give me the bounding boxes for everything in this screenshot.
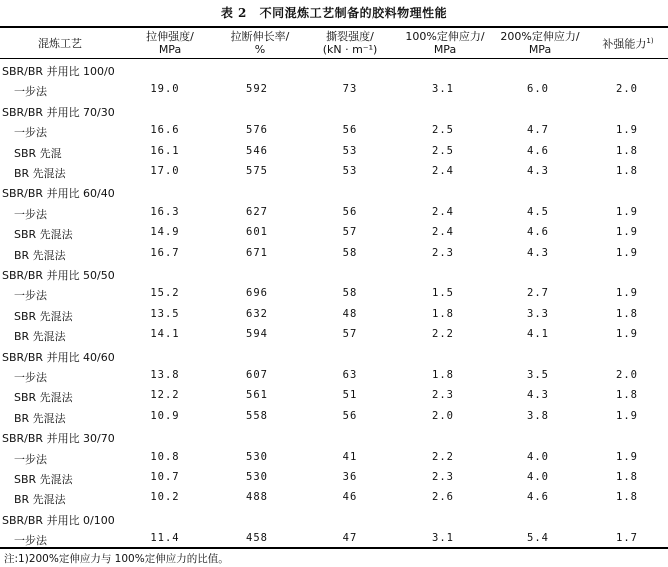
table-cell: 16.7	[150, 246, 180, 259]
table-cell: 592	[246, 83, 268, 96]
header-elongation-line2: %	[254, 43, 266, 56]
table-cell: 1.9	[616, 124, 638, 137]
table-cell: 17.0	[150, 165, 180, 177]
table-cell: 671	[246, 246, 268, 259]
table-cell: 2.4	[432, 205, 454, 218]
table-cell: 4.6	[527, 144, 549, 157]
table-cell: 1.7	[616, 532, 638, 545]
table-cell: 2.4	[432, 226, 454, 239]
process-label: SBR 先混法	[14, 391, 73, 405]
table-row	[0, 305, 668, 325]
header-reinforce	[590, 30, 666, 56]
table-cell: 696	[246, 287, 268, 300]
table-row	[0, 121, 668, 141]
table-row	[0, 386, 668, 406]
header-m200	[490, 30, 590, 56]
group-row	[0, 509, 668, 529]
table-row	[0, 223, 668, 243]
group-label: SBR/BR 并用比 40/60	[2, 350, 115, 364]
table-row	[0, 244, 668, 264]
table-cell: 53	[342, 144, 358, 157]
group-label: SBR/BR 并用比 50/50	[2, 269, 115, 282]
process-label: BR 先混法	[14, 167, 66, 180]
header-tear	[305, 30, 395, 56]
header-elongation	[215, 30, 305, 56]
group-row	[0, 346, 668, 366]
table-cell: 1.9	[616, 205, 638, 218]
process-label: BR 先混法	[14, 411, 66, 425]
table-cell: 4.6	[527, 226, 549, 239]
table-cell: 1.9	[616, 450, 638, 463]
table-caption	[0, 4, 668, 21]
table-cell: 2.0	[616, 83, 638, 96]
group-label: SBR/BR 并用比 30/70	[2, 432, 115, 446]
table-cell: 16.3	[150, 205, 180, 218]
table-cell: 2.2	[432, 328, 454, 341]
table-cell: 4.1	[527, 328, 549, 341]
header-m100-line2: MPa	[433, 43, 457, 56]
process-label: SBR 先混法	[14, 228, 73, 242]
table-cell: 3.5	[527, 369, 549, 381]
table-cell: 576	[246, 124, 268, 137]
table-cell: 4.6	[527, 491, 549, 504]
table-cell: 561	[246, 389, 268, 402]
table-title: 不同混炼工艺制备的胶料物理性能	[259, 6, 448, 20]
table-cell: 58	[342, 287, 358, 300]
table-cell: 632	[246, 307, 268, 320]
table-cell: 46	[342, 491, 358, 504]
table-cell: 594	[246, 328, 268, 341]
process-label: 一步法	[14, 126, 47, 140]
table-cell: 48	[342, 307, 358, 320]
table-row	[0, 80, 668, 100]
table-row	[0, 407, 668, 427]
table-row	[0, 203, 668, 223]
header-process-label: 混炼工艺	[38, 36, 82, 50]
table-cell: 1.8	[616, 389, 638, 402]
table-cell: 1.8	[616, 471, 638, 483]
table-cell: 4.3	[527, 165, 549, 177]
table-cell: 546	[246, 144, 268, 157]
header-rule	[0, 58, 668, 59]
process-label: 一步法	[14, 207, 47, 221]
table-cell: 1.5	[432, 287, 454, 300]
table-cell: 16.6	[150, 124, 180, 137]
group-label: SBR/BR 并用比 70/30	[2, 105, 115, 119]
table-cell: 10.9	[150, 409, 180, 422]
table-cell: 2.7	[527, 287, 549, 300]
table-cell: 2.2	[432, 450, 454, 463]
table-cell: 4.7	[527, 124, 549, 137]
table-row	[0, 142, 668, 162]
table-cell: 47	[342, 532, 358, 545]
process-label: SBR 先混法	[14, 473, 73, 486]
table-cell: 36	[342, 471, 358, 483]
table-row	[0, 284, 668, 304]
table-cell: 2.3	[432, 389, 454, 402]
process-label: SBR 先混法	[14, 309, 73, 323]
table-cell: 1.8	[432, 369, 454, 381]
table-cell: 56	[342, 409, 358, 422]
table-cell: 11.4	[150, 532, 180, 545]
header-m200-line2: MPa	[528, 43, 552, 56]
bottom-rule	[0, 547, 668, 549]
header-tensile-line1: 拉伸强度/	[146, 30, 194, 43]
table-cell: 13.8	[150, 369, 180, 381]
process-label: 一步法	[14, 289, 47, 303]
table-cell: 63	[342, 369, 358, 381]
process-label: BR 先混法	[14, 493, 66, 507]
process-label: 一步法	[14, 371, 47, 384]
group-label: SBR/BR 并用比 60/40	[2, 187, 115, 201]
group-label: SBR/BR 并用比 0/100	[2, 513, 115, 527]
table-cell: 14.1	[150, 328, 180, 341]
table-cell: 4.3	[527, 389, 549, 402]
process-label: SBR 先混	[14, 146, 62, 160]
table-cell: 10.7	[150, 471, 180, 483]
table-cell: 530	[246, 471, 268, 483]
table-cell: 15.2	[150, 287, 180, 300]
table-cell: 53	[342, 165, 358, 177]
table-cell: 458	[246, 532, 268, 545]
table-footnote: 注:1)200%定伸应力与 100%定伸应力的比值。	[4, 553, 229, 565]
table-cell: 51	[342, 389, 358, 402]
table-cell: 4.3	[527, 246, 549, 259]
table-cell: 1.9	[616, 409, 638, 422]
table-cell: 5.4	[527, 532, 549, 545]
table-cell: 2.5	[432, 124, 454, 137]
table-cell: 627	[246, 205, 268, 218]
header-reinforce-label: 补强能力	[602, 37, 647, 51]
table-cell: 73	[342, 83, 358, 96]
group-label: SBR/BR 并用比 100/0	[2, 65, 115, 78]
table-row	[0, 366, 668, 386]
table-cell: 488	[246, 491, 268, 504]
table-cell: 2.6	[432, 491, 454, 504]
group-row	[0, 182, 668, 202]
process-label: 一步法	[14, 452, 47, 466]
table-cell: 1.9	[616, 328, 638, 341]
table-row	[0, 468, 668, 488]
table-cell: 4.0	[527, 450, 549, 463]
table-cell: 530	[246, 450, 268, 463]
table-cell: 1.9	[616, 287, 638, 300]
header-m100-line1: 100%定伸应力/	[405, 30, 485, 43]
table-row	[0, 162, 668, 182]
table-cell: 41	[342, 450, 358, 463]
table-cell: 2.0	[616, 369, 638, 381]
table-cell: 58	[342, 246, 358, 259]
table-cell: 1.8	[616, 491, 638, 504]
table-cell: 1.8	[616, 144, 638, 157]
table-number: 表 2	[220, 6, 247, 20]
header-tear-line1: 撕裂强度/	[326, 30, 374, 43]
header-tensile-line2: MPa	[158, 43, 182, 56]
table-cell: 3.3	[527, 307, 549, 320]
table-cell: 1.9	[616, 226, 638, 239]
table-row	[0, 448, 668, 468]
table-cell: 56	[342, 205, 358, 218]
table-cell: 1.8	[616, 307, 638, 320]
table-cell: 2.3	[432, 246, 454, 259]
table-cell: 56	[342, 124, 358, 137]
group-row	[0, 427, 668, 447]
table-cell: 3.8	[527, 409, 549, 422]
table-cell: 16.1	[150, 144, 180, 157]
table-cell: 4.0	[527, 471, 549, 483]
table-cell: 14.9	[150, 226, 180, 239]
header-m200-line1: 200%定伸应力/	[500, 30, 580, 43]
table-row	[0, 325, 668, 345]
table-cell: 2.4	[432, 165, 454, 177]
group-row	[0, 264, 668, 284]
table-cell: 13.5	[150, 307, 180, 320]
header-tensile	[130, 30, 210, 56]
table-cell: 12.2	[150, 389, 180, 402]
table-cell: 19.0	[150, 83, 180, 96]
table-row	[0, 488, 668, 508]
group-row	[0, 60, 668, 80]
header-m100	[395, 30, 495, 56]
header-reinforce-footnote-mark: 1)	[646, 37, 654, 46]
table-cell: 1.8	[616, 165, 638, 177]
process-label: BR 先混法	[14, 248, 66, 262]
process-label: BR 先混法	[14, 330, 66, 344]
table-cell: 607	[246, 369, 268, 381]
header-elongation-line1: 拉断伸长率/	[230, 30, 290, 43]
table-cell: 10.2	[150, 491, 180, 504]
table-cell: 3.1	[432, 532, 454, 545]
group-row	[0, 101, 668, 121]
table-cell: 1.9	[616, 246, 638, 259]
table-cell: 1.8	[432, 307, 454, 320]
header-process	[0, 30, 120, 56]
header-tear-line2: (kN · m⁻¹)	[322, 43, 378, 56]
table-cell: 2.0	[432, 409, 454, 422]
table-cell: 6.0	[527, 83, 549, 96]
top-rule	[0, 26, 668, 28]
table-cell: 4.5	[527, 205, 549, 218]
process-label: 一步法	[14, 534, 47, 548]
table-cell: 10.8	[150, 450, 180, 463]
table-cell: 57	[342, 226, 358, 239]
table-cell: 57	[342, 328, 358, 341]
table-cell: 558	[246, 409, 268, 422]
process-label: 一步法	[14, 85, 47, 99]
table-cell: 575	[246, 165, 268, 177]
table-cell: 3.1	[432, 83, 454, 96]
table-cell: 2.3	[432, 471, 454, 483]
table-cell: 601	[246, 226, 268, 239]
table-cell: 2.5	[432, 144, 454, 157]
